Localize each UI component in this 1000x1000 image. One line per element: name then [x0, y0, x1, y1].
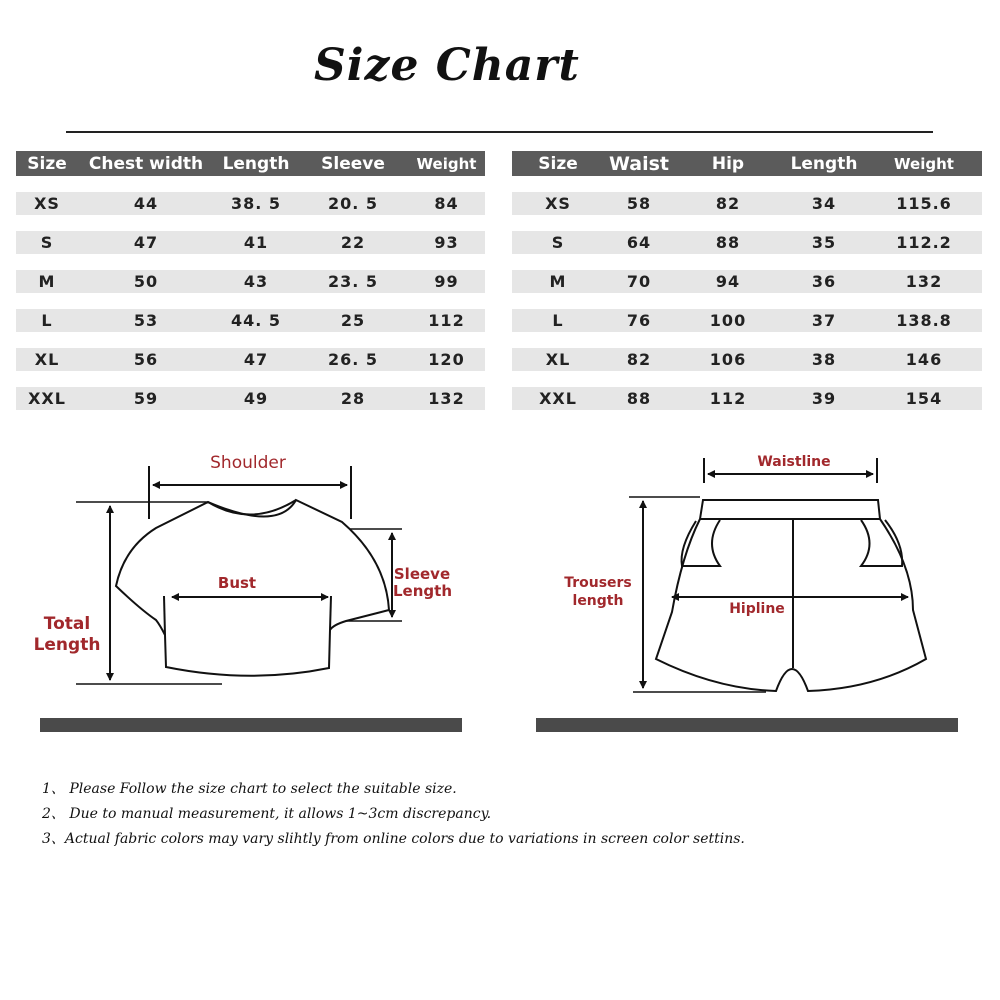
shorts-measure-lines — [629, 458, 908, 692]
table-cell: 84 — [434, 194, 459, 213]
table-cell: XL — [545, 350, 571, 369]
table-cell: 26. 5 — [327, 350, 379, 369]
trousers-length-label-line1: Trousers — [564, 575, 632, 591]
table-cell: 44. 5 — [230, 311, 282, 330]
table-cell: 41 — [243, 233, 269, 252]
table-cell: XS — [34, 194, 60, 213]
header-cell: Waist — [608, 152, 669, 175]
page-title: Size Chart — [314, 40, 580, 91]
table-cell: 28 — [340, 389, 366, 408]
table-cell: 93 — [434, 233, 459, 252]
sleeve-length-label-line2: Length — [393, 582, 452, 600]
table-cell: S — [40, 233, 54, 252]
table-cell: 59 — [133, 389, 159, 408]
table-cell: 37 — [811, 311, 837, 330]
table-cell: 50 — [133, 272, 159, 291]
table-cell: 99 — [434, 272, 459, 291]
table-cell: 106 — [709, 350, 747, 369]
total-length-label-line1: Total — [43, 614, 91, 634]
table-cell: 138.8 — [896, 311, 952, 330]
table-cell: S — [551, 233, 565, 252]
trousers-length-label-line2: length — [572, 593, 624, 609]
table-cell: 38 — [811, 350, 837, 369]
table-cell: 82 — [626, 350, 652, 369]
sleeve-length-label-line1: Sleeve — [393, 565, 451, 583]
total-length-label-line2: Length — [33, 635, 101, 655]
notes-list — [42, 778, 745, 853]
header-cell: Weight — [894, 154, 954, 173]
note-item: 3、Actual fabric colors may vary slihtly from online colors due to variations in screen color settins. — [42, 831, 745, 847]
table-cell: 120 — [428, 350, 465, 369]
table-cell: XXL — [539, 389, 577, 408]
table-cell: 20. 5 — [327, 194, 379, 213]
table-cell: 22 — [340, 233, 366, 252]
table-cell: 43 — [243, 272, 269, 291]
table-cell: 88 — [715, 233, 741, 252]
table-cell: M — [549, 272, 567, 291]
table-cell: 44 — [133, 194, 159, 213]
waistline-label: Waistline — [757, 454, 831, 470]
table-cell: 25 — [340, 311, 366, 330]
table-cell: 38. 5 — [230, 194, 282, 213]
hipline-label: Hipline — [729, 601, 785, 617]
header-cell: Size — [538, 153, 578, 174]
table-cell: M — [38, 272, 56, 291]
header-cell: Sleeve — [321, 153, 385, 174]
table-cell: 36 — [811, 272, 837, 291]
note-item: 2、 Due to manual measurement, it allows 1~3cm discrepancy. — [42, 806, 492, 822]
header-cell: Size — [27, 153, 67, 174]
table-cell: 112.2 — [896, 233, 952, 252]
header-cell: Weight — [416, 154, 477, 173]
table-cell: XS — [545, 194, 571, 213]
table-cell: 94 — [715, 272, 741, 291]
table-cell: L — [41, 311, 53, 330]
table-cell: 47 — [133, 233, 159, 252]
table-cell: XXL — [28, 389, 66, 408]
table-cell: 34 — [811, 194, 837, 213]
table-cell: 112 — [709, 389, 747, 408]
table-cell: 47 — [243, 350, 269, 369]
table-cell: 58 — [626, 194, 652, 213]
table-cell: 154 — [905, 389, 943, 408]
sleeve-length-label — [393, 566, 451, 600]
header-cell: Length — [222, 153, 290, 174]
trousers-length-label — [560, 574, 636, 610]
header-cell: Length — [790, 153, 858, 174]
table-cell: 132 — [428, 389, 465, 408]
table-cell: 115.6 — [896, 194, 952, 213]
header-cell: Chest width — [88, 153, 204, 174]
table-cell: 56 — [133, 350, 159, 369]
table-cell: 35 — [811, 233, 837, 252]
table-cell: 146 — [905, 350, 943, 369]
table-cell: 53 — [133, 311, 159, 330]
header-cell: Hip — [711, 153, 745, 174]
table-cell: 112 — [428, 311, 465, 330]
bust-label: Bust — [217, 574, 257, 592]
note-item: 1、 Please Follow the size chart to select the suitable size. — [42, 781, 457, 797]
total-length-label — [32, 614, 102, 656]
table-cell: 88 — [626, 389, 652, 408]
table-cell: 132 — [905, 272, 943, 291]
table-cell: 100 — [709, 311, 747, 330]
table-cell: 23. 5 — [327, 272, 379, 291]
table-cell: XL — [34, 350, 60, 369]
table-cell: 39 — [811, 389, 837, 408]
right-divider-bar — [536, 718, 958, 732]
shoulder-label: Shoulder — [210, 453, 286, 473]
table-cell: 70 — [626, 272, 652, 291]
shorts-diagram — [656, 500, 926, 691]
table-cell: 64 — [626, 233, 652, 252]
table-cell: L — [552, 311, 564, 330]
table-cell: 82 — [715, 194, 741, 213]
table-cell: 76 — [626, 311, 652, 330]
left-divider-bar — [40, 718, 462, 732]
table-cell: 49 — [243, 389, 269, 408]
